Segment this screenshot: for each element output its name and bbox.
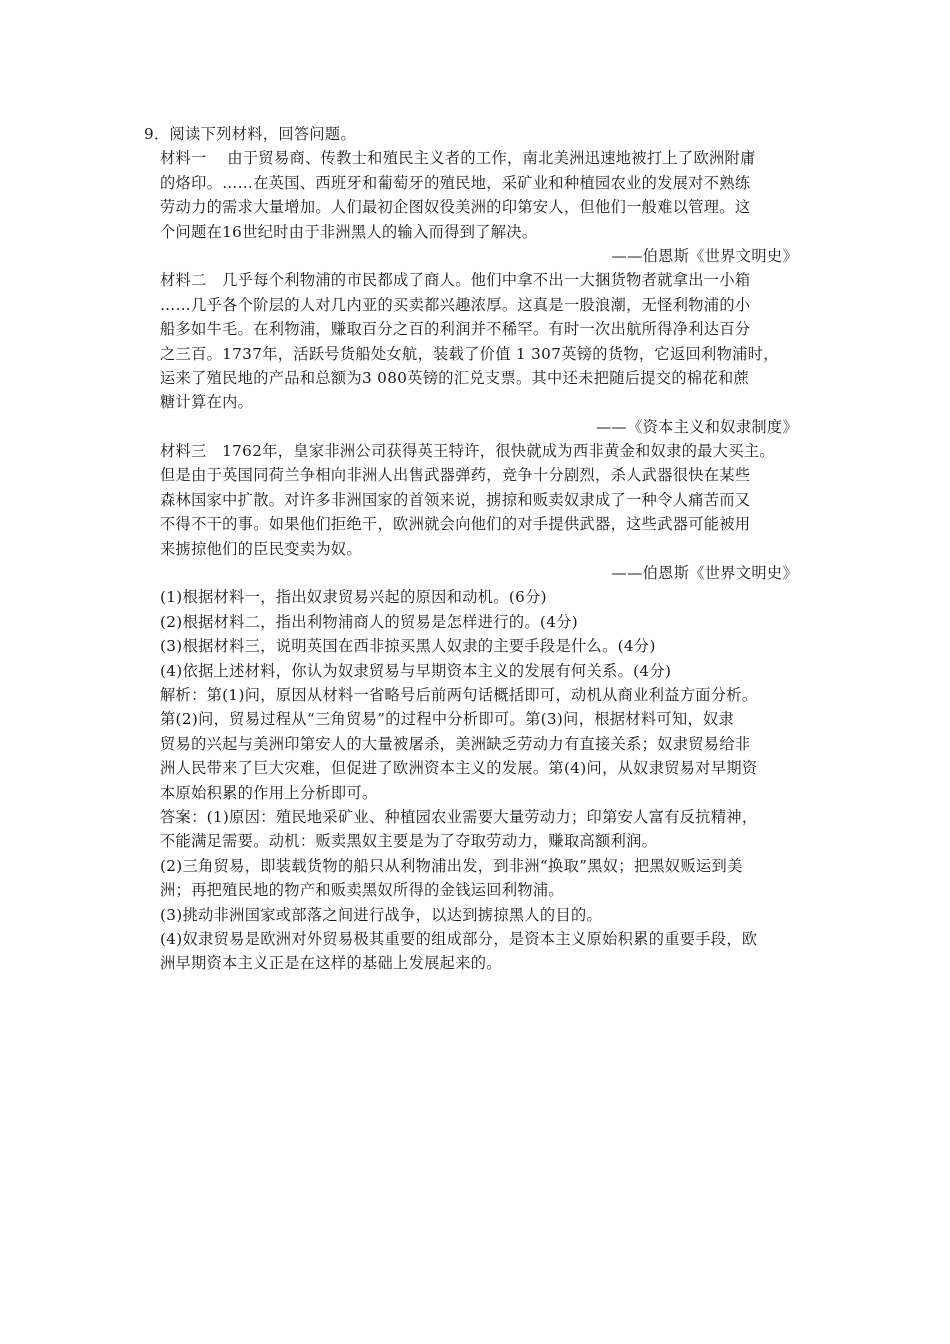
analysis-line: 贸易的兴起与美洲印第安人的大量被屠杀，美洲缺乏劳动力有直接关系；奴隶贸易给非 [160,734,751,753]
analysis-line: 本原始积累的作用上分析即可。 [160,783,378,802]
analysis-line: 第(2)问，贸易过程从“三角贸易”的过程中分析即可。第(3)问，根据材料可知，奴隶 [160,710,735,729]
material-two-line: 运来了殖民地的产品和总额为3 080英镑的汇兑支票。其中还未把随后提交的棉花和蔗 [160,368,750,387]
material-two-line: 糖计算在内。 [160,393,254,412]
material-three [160,439,820,585]
subquestion-item: (1)根据材料一，指出奴隶贸易兴起的原因和动机。(6分) [160,588,547,607]
material-three-source: ——伯恩斯《世界文明史》 [611,564,798,583]
document-page [144,122,820,976]
answer-line: (4)奴隶贸易是欧洲对外贸易极其重要的组成部分，是资本主义原始积累的重要手段，欧 [160,929,758,948]
answer-line: (3)挑动非洲国家或部落之间进行战争，以达到掳掠黑人的目的。 [160,905,603,924]
answer-section [160,805,820,976]
material-two-line: ……几乎各个阶层的人对几内亚的买卖都兴趣浓厚。这真是一股浪潮，无怪利物浦的小 [160,295,751,314]
material-three-line: 材料三 1762年，皇家非洲公司获得英王特许，很快就成为西非黄金和奴隶的最大买主。 [160,442,775,461]
analysis-section [160,683,820,805]
answer-line: 答案：(1)原因：殖民地采矿业、种植园农业需要大量劳动力；印第安人富有反抗精神， [160,807,758,826]
material-two-line: 材料二 几乎每个利物浦的市民都成了商人。他们中拿不出一大捆货物者就拿出一小箱 [160,271,751,290]
answer-line: 洲早期资本主义正是在这样的基础上发展起来的。 [160,954,502,973]
question-title: 9．阅读下列材料，回答问题。 [144,125,357,143]
material-three-line: 不得不干的事。如果他们拒绝干，欧洲就会向他们的对手提供武器，这些武器可能被用 [160,515,751,534]
subquestion-item: (2)根据材料二，指出利物浦商人的贸易是怎样进行的。(4分) [160,612,579,631]
answer-line: (2)三角贸易，即装载货物的船只从利物浦出发，到非洲“换取”黑奴；把黑奴贩运到美 [160,856,743,875]
material-one-source: ——伯恩斯《世界文明史》 [611,246,798,265]
material-one-line: 材料一 由于贸易商、传教士和殖民主义者的工作，南北美洲迅速地被打上了欧洲附庸 [160,149,756,168]
material-three-line: 但是由于英国同荷兰争相向非洲人出售武器弹药，竞争十分剧烈，杀人武器很快在某些 [160,466,751,485]
subquestion-item: (4)依据上述材料，你认为奴隶贸易与早期资本主义的发展有何关系。(4分) [160,661,672,680]
material-two-source: ——《资本主义和奴隶制度》 [596,417,798,436]
analysis-line: 解析：第(1)问，原因从材料一省略号后前两句话概括即可，动机从商业利益方面分析。 [160,685,758,704]
material-three-line: 来掳掠他们的臣民变卖为奴。 [160,539,362,558]
material-two-line: 之三百。1737年，活跃号货船处女航，装载了价值 1 307英镑的货物，它返回利物浦时， [160,344,779,363]
material-two [160,268,820,439]
material-one-line: 的烙印。……在英国、西班牙和葡萄牙的殖民地，采矿业和种植园农业的发展对不熟练 [160,173,751,192]
subquestion-item: (3)根据材料三，说明英国在西非掠买黑人奴隶的主要手段是什么。(4分) [160,637,656,656]
material-three-line: 森林国家中扩散。对许多非洲国家的首领来说，掳掠和贩卖奴隶成了一种令人痛苦而又 [160,490,751,509]
answer-line: 洲；再把殖民地的物产和贩卖黑奴所得的金钱运回利物浦。 [160,881,564,900]
material-one [160,146,820,268]
answer-line: 不能满足需要。动机：贩卖黑奴主要是为了夺取劳动力，赚取高额利润。 [160,832,658,851]
material-one-line: 劳动力的需求大量增加。人们最初企图奴役美洲的印第安人，但他们一般难以管理。这 [160,198,751,217]
subquestion-list [160,585,820,683]
analysis-line: 洲人民带来了巨大灾难，但促进了欧洲资本主义的发展。第(4)问，从奴隶贸易对早期资 [160,759,758,778]
material-one-line: 个问题在16世纪时由于非洲黑人的输入而得到了解决。 [160,222,538,241]
material-two-line: 船多如牛毛。在利物浦，赚取百分之百的利润并不稀罕。有时一次出航所得净利达百分 [160,320,751,339]
